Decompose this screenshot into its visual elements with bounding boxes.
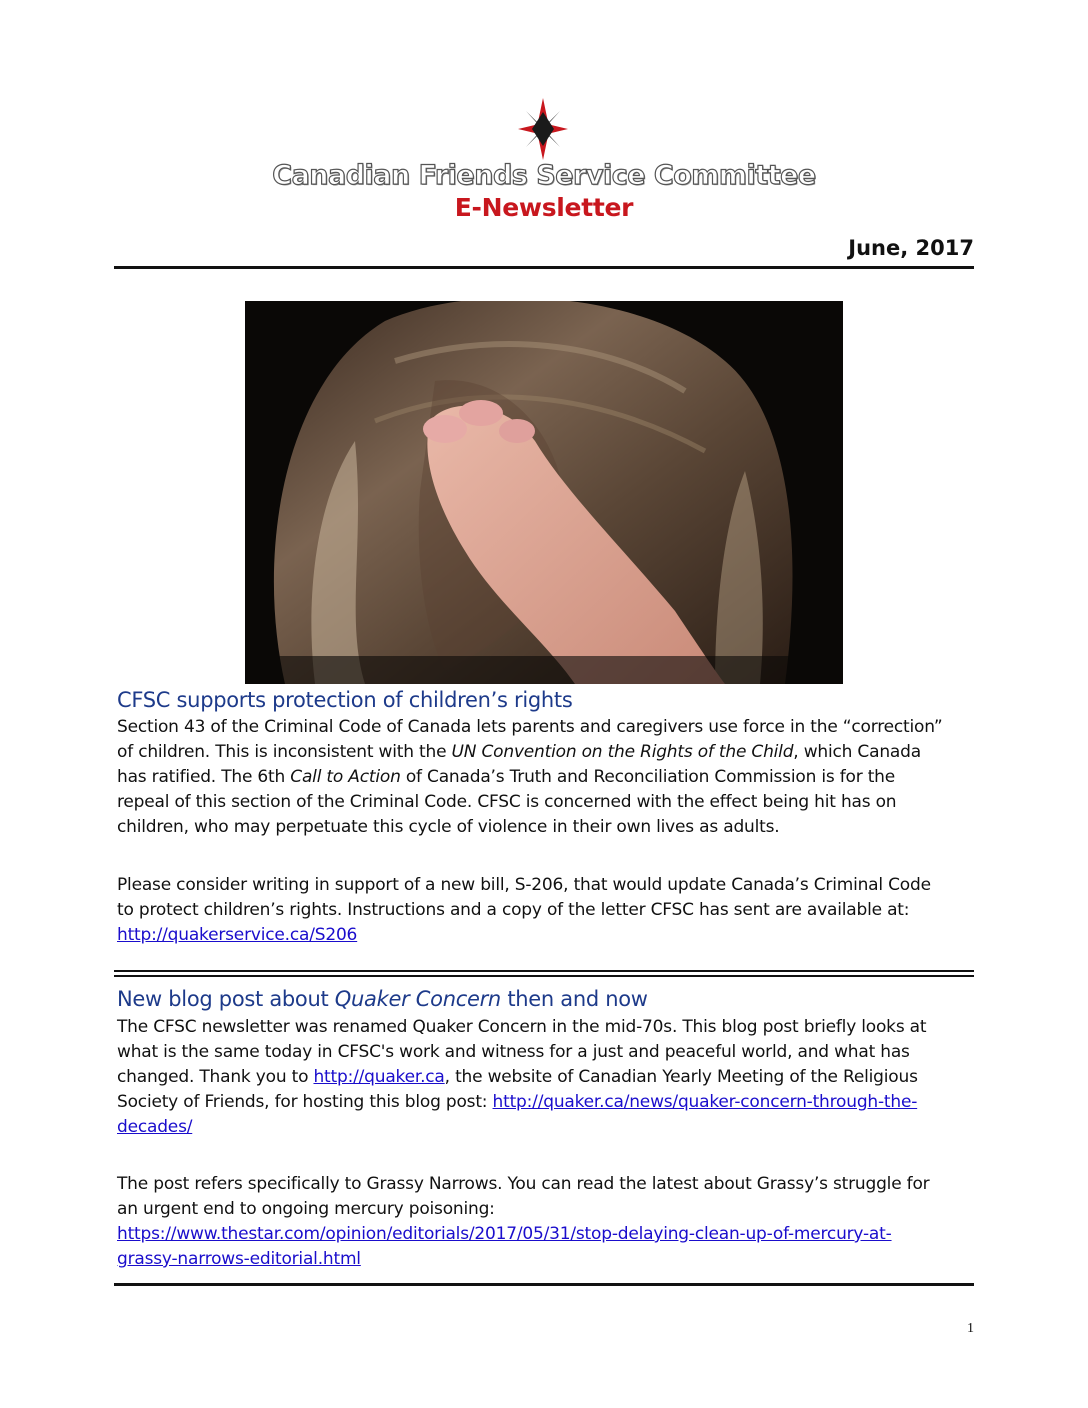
- blog-post-link[interactable]: http://quaker.ca/news/quaker-concern-through-the-: [492, 1092, 918, 1112]
- newsletter-title: E-Newsletter: [454, 193, 634, 222]
- issue-date: June, 2017: [848, 236, 974, 260]
- text-run: , the website of Canadian Yearly Meeting of the Religious: [444, 1067, 918, 1087]
- s206-link[interactable]: http://quakerservice.ca/S206: [117, 925, 358, 945]
- article-paragraph: [117, 1015, 987, 1140]
- heading-italic-run: Quaker Concern: [334, 987, 501, 1011]
- text-line: what is the same today in CFSC's work and witness for a just and peaceful world, and what has: [117, 1042, 910, 1062]
- child-covering-ear-photo: [245, 301, 843, 684]
- article-heading: [117, 987, 648, 1011]
- text-run: Society of Friends, for hosting this blog post:: [117, 1092, 493, 1112]
- article-paragraph: [117, 1172, 987, 1272]
- text-line: children, who may perpetuate this cycle of violence in their own lives as adults.: [117, 817, 780, 837]
- text-run: changed. Thank you to: [117, 1067, 314, 1087]
- text-line: repeal of this section of the Criminal Code. CFSC is concerned with the effect being hit has on: [117, 792, 897, 812]
- text-line: [117, 1090, 987, 1115]
- convention-title: UN Convention on the Rights of the Child: [451, 742, 794, 762]
- text-run: of Canada’s Truth and Reconciliation Commission is for the: [400, 767, 896, 787]
- article-heading: CFSC supports protection of children’s rights: [117, 688, 573, 712]
- organization-name: Canadian Friends Service Committee: [272, 160, 816, 191]
- text-run: has ratified. The 6th: [117, 767, 291, 787]
- heading-run: New blog post about: [117, 987, 335, 1011]
- text-line: an urgent end to ongoing mercury poisoning:: [117, 1199, 495, 1219]
- thestar-link-continued[interactable]: grassy-narrows-editorial.html: [117, 1249, 361, 1269]
- article-paragraph: [117, 715, 987, 840]
- text-run: of children. This is inconsistent with the: [117, 742, 452, 762]
- header-divider: [114, 266, 974, 269]
- text-line: [117, 740, 987, 765]
- footer-divider: [114, 1283, 974, 1286]
- section-divider: [114, 975, 974, 977]
- text-line: The CFSC newsletter was renamed Quaker Concern in the mid-70s. This blog post briefly looks at: [117, 1017, 927, 1037]
- heading-run: then and now: [500, 987, 648, 1011]
- text-line: [117, 765, 987, 790]
- page-number: 1: [967, 1321, 974, 1336]
- text-line: The post refers specifically to Grassy Narrows. You can read the latest about Grassy’s struggle for: [117, 1174, 930, 1194]
- text-line: [117, 1065, 987, 1090]
- quaker-ca-link[interactable]: http://quaker.ca: [313, 1067, 445, 1087]
- text-run: , which Canada: [793, 742, 921, 762]
- blog-post-link-continued[interactable]: decades/: [117, 1117, 193, 1137]
- call-to-action-title: Call to Action: [290, 767, 401, 787]
- text-line: Please consider writing in support of a new bill, S-206, that would update Canada’s Criminal Code: [117, 875, 931, 895]
- thestar-link[interactable]: https://www.thestar.com/opinion/editorials/2017/05/31/stop-delaying-clean-up-of-mercury-at-: [117, 1224, 892, 1244]
- text-line: Section 43 of the Criminal Code of Canada lets parents and caregivers use force in the “correction”: [117, 717, 943, 737]
- section-divider: [114, 970, 974, 972]
- compass-star-icon: [518, 98, 568, 160]
- text-line: to protect children’s rights. Instructions and a copy of the letter CFSC has sent are available at:: [117, 900, 910, 920]
- article-paragraph: [117, 873, 987, 948]
